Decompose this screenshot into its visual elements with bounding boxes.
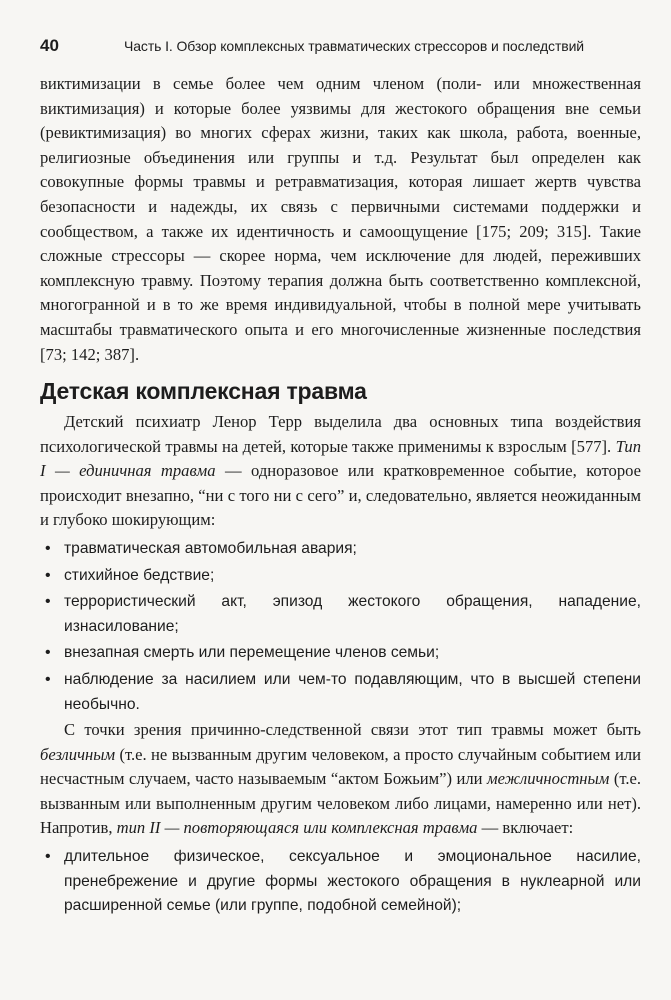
list-item-text: террористический акт, эпизод жестокого обращения, нападение, изнасилование; xyxy=(64,593,641,635)
emphasis-type2: тип II — повторяющаяся или комплексная травма xyxy=(116,818,478,838)
bullet-icon: • xyxy=(45,847,51,865)
list-item xyxy=(40,641,641,666)
list-item-text: наблюдение за насилием или чем-то подавляющим, что в высшей степени необычно. xyxy=(64,670,641,713)
list-item xyxy=(40,845,641,919)
text-run: (т.е. вызванным или выполненным другим человеком либо лицами, намеренно или нет). Напротив, xyxy=(40,769,642,838)
list-item xyxy=(40,590,641,639)
type1-bullet-list xyxy=(40,537,641,717)
text-run: — включает: xyxy=(477,818,574,838)
intro-paragraph: виктимизации в семье более чем одним членом (поли- или множественная виктимизация) и которые более уязвимы для жестокого обращения вне семьи (ревиктимизация) во многих сферах жизни, таких как школа, работа, военные, религиозные объединения или группы и т.д. Результат был определен как совокупные формы травмы и ретравматизация, которая лишает жертв чувства безопасности и надежды, их связь с первичными системами поддержки и сообществом, а также их идентичность и самоощущение [175; 209; 315]. Такие сложные стрессоры — скорее норма, чем исключение для людей, переживших комплексную травму. Поэтому терапия должна быть соответственно комплексной, многогранной и в то же время индивидуальной, чтобы в полной мере учитывать масштабы травматического опыта и его многочисленные жизненные последствия [73; 142; 387]. xyxy=(40,74,641,364)
bullet-icon: • xyxy=(45,539,51,557)
text-run: (т.е. не вызванным другим человеком, а просто случайным событием или несчастным случаем, часто называемым “актом Божьим”) или xyxy=(40,744,641,789)
page-number: 40 xyxy=(40,36,59,55)
type2-paragraph xyxy=(40,718,641,841)
emphasis-type1: Тип I — единичная травма xyxy=(40,436,641,481)
type2-text-block xyxy=(40,718,641,925)
emphasis-interpersonal: межличностным xyxy=(487,769,610,789)
running-head xyxy=(40,36,643,56)
type1-text-block xyxy=(40,410,641,723)
type2-bullet-list xyxy=(40,845,641,919)
emphasis-impersonal: безличным xyxy=(40,744,116,764)
list-item xyxy=(40,537,641,562)
text-run: Детский психиатр Ленор Терр выделила два основных типа воздействия психологической травмы на детей, которые также применимы к взрослым [577]. xyxy=(40,412,641,456)
text-run: — одноразовое или кратковременное событие, которое происходит внезапно, “ни с того ни с сего” и, следовательно, является неожиданным и глубоко шокирующим: xyxy=(40,461,641,530)
text-run: С точки зрения причинно-следственной связи этот тип травмы может быть xyxy=(64,720,641,739)
list-item-text: внезапная смерть или перемещение членов семьи; xyxy=(64,644,440,662)
type1-paragraph xyxy=(40,410,641,533)
bullet-icon: • xyxy=(45,670,51,688)
list-item-text: длительное физическое, сексуальное и эмоциональное насилие, пренебрежение и другие формы жестокого обращения в нуклеарной или расширенной семье (или группе, подобной семейной); xyxy=(64,847,641,915)
running-title: Часть I. Обзор комплексных травматических стрессоров и последствий xyxy=(124,38,585,54)
bullet-icon: • xyxy=(45,644,51,662)
section-heading: Детская комплексная травма xyxy=(40,378,367,404)
list-item xyxy=(40,668,641,717)
bullet-icon: • xyxy=(45,593,51,611)
bullet-icon: • xyxy=(45,566,51,584)
list-item xyxy=(40,564,641,589)
list-item-text: стихийное бедствие; xyxy=(64,566,215,584)
intro-text-block xyxy=(40,72,641,367)
list-item-text: травматическая автомобильная авария; xyxy=(64,539,357,557)
